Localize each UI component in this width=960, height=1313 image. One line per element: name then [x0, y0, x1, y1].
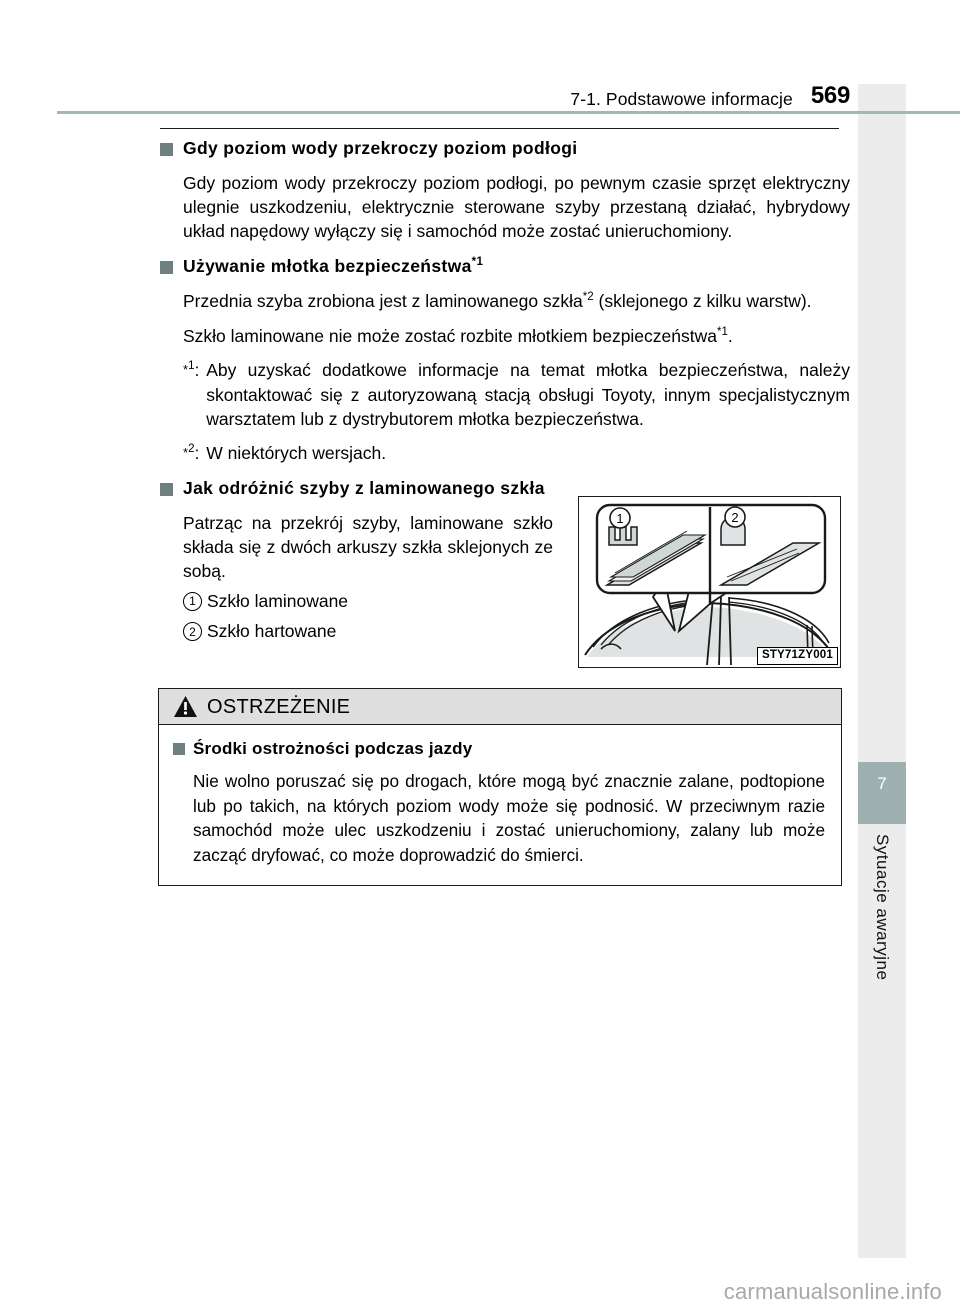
section-paragraph-water-level: Gdy poziom wody przekroczy poziom podłogi, po pewnym czasie sprzęt elektryczny ulegnie uszkodzeniu, elektrycznie sterowane szyby przestaną działać, hybrydowy układ napędowy wyłączy się i samochód może zostać unieruchomiony. — [183, 172, 850, 242]
watermark: carmanualsonline.info — [723, 1279, 942, 1304]
page-header-title: 7-1. Podstawowe informacje — [570, 88, 793, 109]
square-bullet-icon — [160, 143, 173, 156]
footnote-marker-2: *2 — [582, 291, 594, 304]
footnote-marker-1: *1 — [717, 326, 728, 339]
footnote-key: *$^2$: — [183, 442, 200, 463]
page-number: 569 — [810, 82, 850, 109]
warning-triangle-icon — [173, 695, 198, 718]
warning-body — [159, 725, 841, 885]
chapter-number: 7 — [877, 774, 887, 793]
circled-number-1-icon: 1 — [183, 592, 202, 611]
paragraph-part-a: Szkło laminowane nie może zostać rozbite młotkiem bezpieczeństwa — [183, 326, 717, 347]
paragraph-part-a: Przednia szyba zrobiona jest z laminowanego szkła — [183, 291, 583, 312]
figure-callout-2: 2 — [731, 510, 739, 525]
warning-header — [159, 689, 841, 725]
figure-callout-1: 1 — [616, 511, 624, 526]
glass-legend-item-2 — [183, 619, 583, 643]
footnote-1 — [183, 358, 850, 430]
warning-paragraph: Nie wolno poruszać się po drogach, które mogą być znacznie zalane, podtopione lub po takich, na których poziom wody może się podnosić. W przeciwnym razie samochód może ulec uszkodzeniu i zostać unieruchomiony, zalany lub może zacząć dryfować, co może doprowadzić do śmierci. — [193, 771, 825, 865]
chapter-tab-box — [858, 762, 906, 824]
warning-title: OSTRZEŻENIE — [207, 695, 351, 718]
footnote-2 — [183, 441, 850, 465]
footnote-text: Aby uzyskać dodatkowe informacje na temat młotka bezpieczeństwa, należy skontaktować się z autoryzowaną stacją obsługi Toyoty, innym specjalistycznym warsztatem lub z dystrybutorem młotka bezpieczeństwa. — [206, 360, 850, 429]
section-heading-safety-hammer — [160, 256, 850, 278]
chapter-label: Sytuacje awaryjne — [873, 834, 892, 981]
paragraph-part-b: (sklejonego z kilku warstw). — [593, 291, 812, 312]
glass-section-text-column — [183, 511, 583, 644]
header-rule-thick — [57, 111, 960, 114]
warning-box — [158, 688, 842, 886]
paragraph-part-b: . — [727, 326, 733, 347]
glass-legend-label: Szkło hartowane — [207, 621, 337, 642]
windshield-illustration-svg — [579, 497, 839, 666]
circled-number-2-icon: 2 — [183, 622, 202, 641]
square-bullet-icon — [160, 261, 173, 274]
section-paragraph-laminated — [183, 324, 850, 348]
figure-code: STY71ZY001 — [757, 647, 838, 665]
square-bullet-icon — [160, 483, 173, 496]
glass-cross-section-figure — [578, 496, 841, 668]
warning-subheading — [173, 739, 825, 759]
heading-footnote-marker: *1 — [471, 256, 484, 269]
section-paragraph-windshield — [183, 289, 850, 313]
glass-legend-item-1 — [183, 589, 583, 613]
warning-subheading-text: Środki ostrożności podczas jazdy — [193, 739, 473, 758]
page-header — [0, 78, 853, 108]
square-bullet-icon — [173, 743, 185, 755]
glass-legend-label: Szkło laminowane — [207, 591, 349, 612]
header-rule-thin — [160, 128, 839, 129]
section-heading-text: Gdy poziom wody przekroczy poziom podłogi — [183, 138, 578, 158]
section-heading-text: Jak odróżnić szyby z laminowanego szkła — [183, 478, 545, 499]
footnote-text: W niektórych wersjach. — [206, 442, 387, 463]
footnote-key: *$^1$: — [183, 360, 200, 381]
glass-section-paragraph: Patrząc na przekrój szyby, laminowane szkło składa się z dwóch arkuszy szkła sklejonych ze sobą. — [183, 512, 553, 582]
section-heading-text: Używanie młotka bezpieczeństwa — [183, 256, 472, 277]
section-heading-water-level — [160, 138, 850, 160]
